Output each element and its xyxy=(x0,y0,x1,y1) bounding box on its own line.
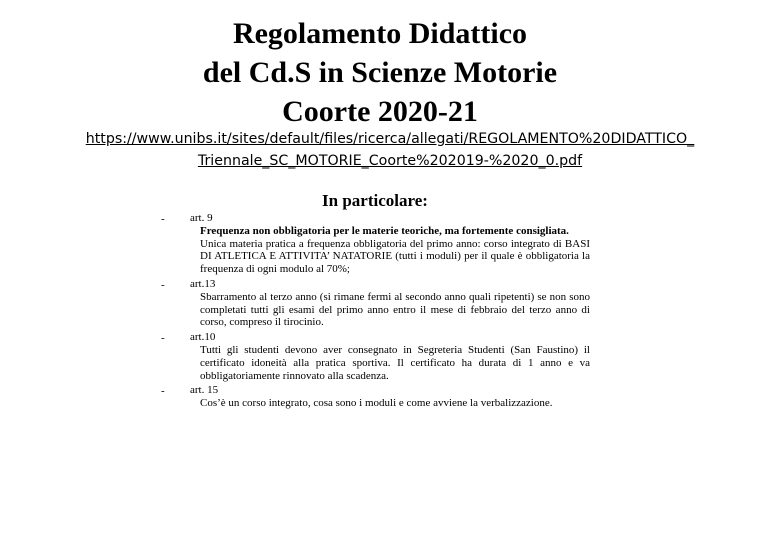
article-bold-text: Frequenza non obbligatoria per le materie teoriche, ma fortemente consigliata. xyxy=(200,224,569,237)
article-body xyxy=(190,225,590,276)
bullet-dash: - xyxy=(161,213,165,225)
list-item-art-10 xyxy=(160,331,590,382)
article-heading: art. 9 xyxy=(190,212,213,224)
article-body xyxy=(190,344,590,382)
bullet-dash: - xyxy=(161,332,165,345)
link-line-1[interactable]: https://www.unibs.it/sites/default/files/ricerca/allegati/REGOLAMENTO%20DIDATTICO_ xyxy=(85,131,695,147)
regulation-link[interactable] xyxy=(30,128,750,172)
article-heading: art.13 xyxy=(190,277,216,290)
article-text: Unica materia pratica a frequenza obbligatoria del primo anno: corso integrato di BASI DI ATLETICA E ATTIVITA’ NATATORIE (tutti i moduli) per il quale è obbligatoria la frequenza di ogni modulo al 70%; xyxy=(200,237,590,276)
page-title xyxy=(0,14,760,131)
section-subheading: In particolare: xyxy=(322,191,428,210)
article-list xyxy=(160,212,590,410)
article-heading: art.10 xyxy=(190,331,216,344)
title-line-3: Coorte 2020-21 xyxy=(282,95,478,128)
article-text: Tutti gli studenti devono aver consegnato in Segreteria Studenti (San Faustino) il certificato idoneità alla pratica sportiva. Il certificato ha durata di 1 anno e va obbligatoriamente rinnovato alla scadenza. xyxy=(200,343,590,382)
bullet-dash: - xyxy=(161,278,165,291)
article-body xyxy=(190,397,590,410)
title-line-2: del Cd.S in Scienze Motorie xyxy=(202,56,558,89)
list-item-art-15 xyxy=(160,384,590,410)
list-item-art-9 xyxy=(160,212,590,276)
article-body xyxy=(190,291,590,329)
article-heading: art. 15 xyxy=(190,384,219,397)
list-item-art-13 xyxy=(160,278,590,329)
link-line-2[interactable]: Triennale_SC_MOTORIE_Coorte%202019-%2020_0.pdf xyxy=(197,153,583,169)
article-text: Sbarramento al terzo anno (si rimane fermi al secondo anno quali ripetenti) se non sono completati tutti gli esami del primo anno entro il mese di febbraio del terzo anno di corso, compreso il tirocinio. xyxy=(200,290,590,329)
title-line-1: Regolamento Didattico xyxy=(232,17,528,50)
bullet-dash: - xyxy=(161,385,165,398)
article-text: Cos’è un corso integrato, cosa sono i moduli e come avviene la verbalizzazione. xyxy=(200,397,553,410)
